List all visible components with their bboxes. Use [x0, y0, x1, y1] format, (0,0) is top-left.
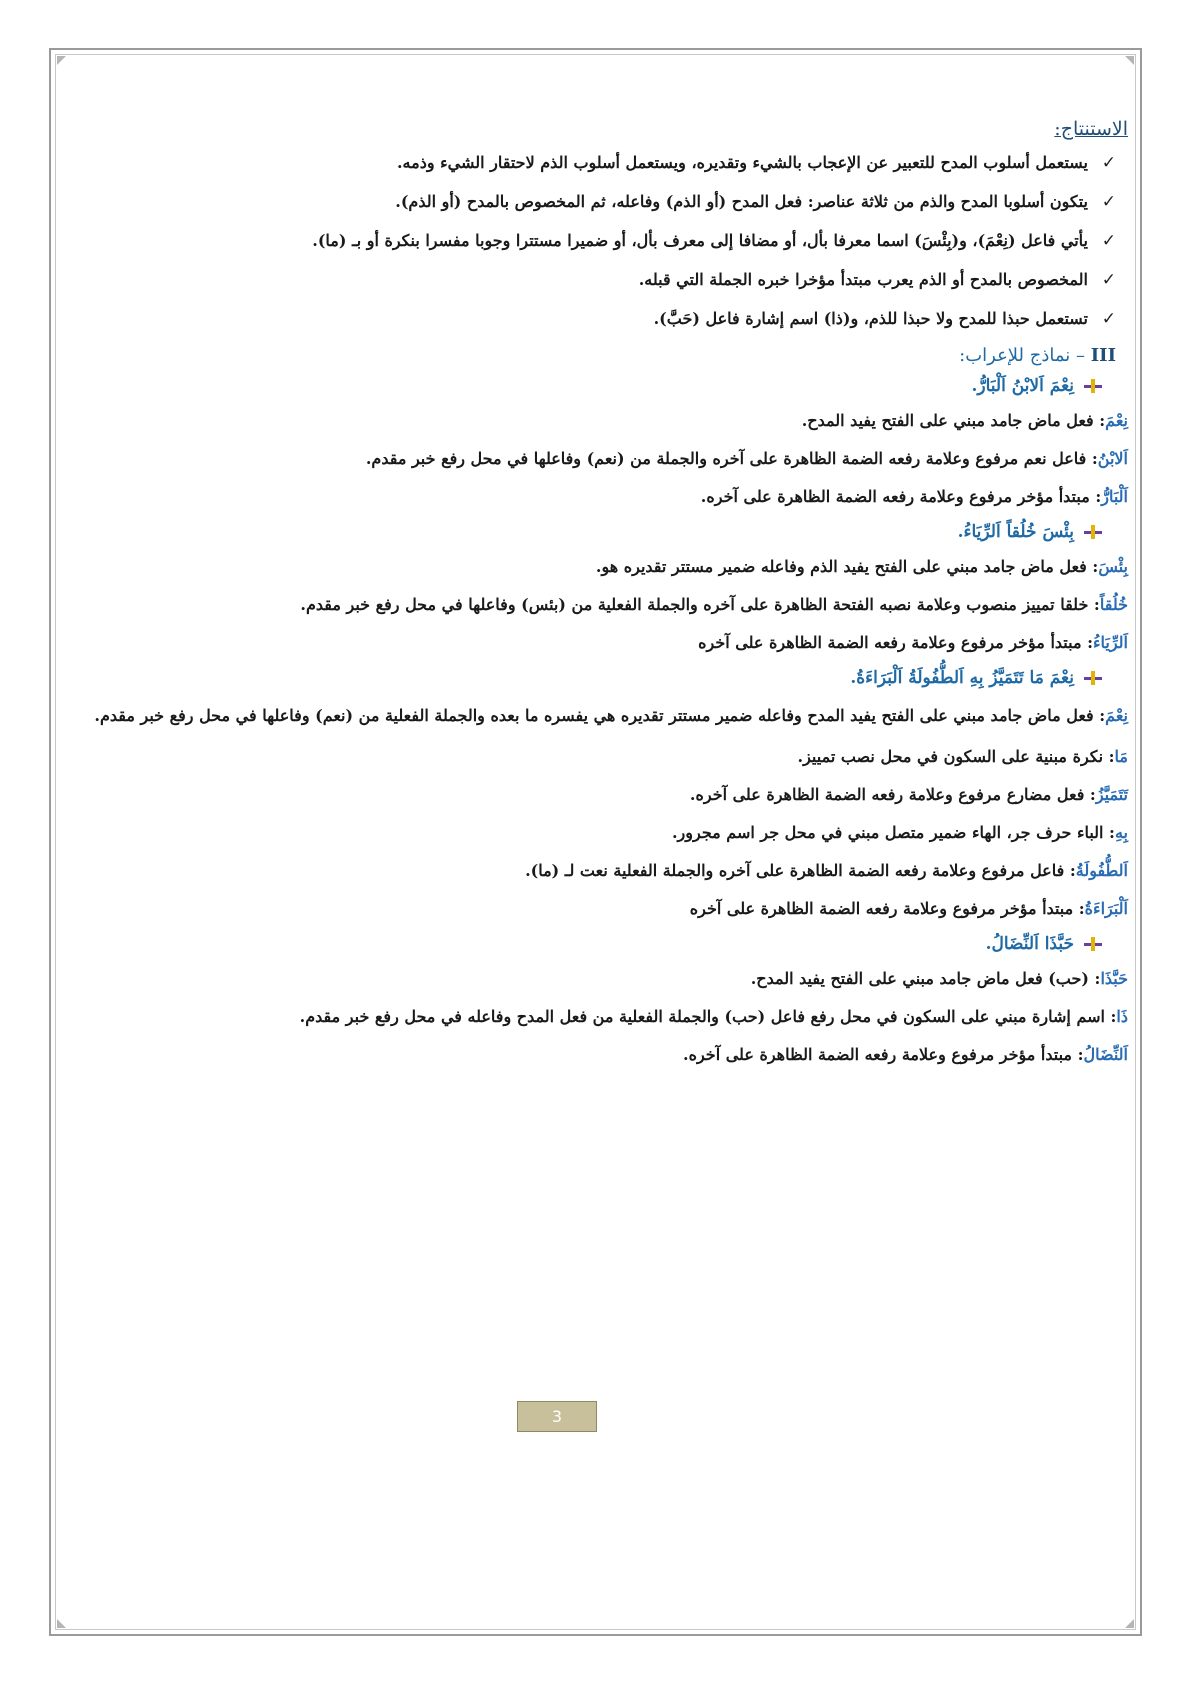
parsing-line: مَا: نكرة مبنية على السكون في محل نصب تمييز. [797, 747, 1128, 766]
parsing-line: اَلرِّيَاءُ: مبتدأ مؤخر مرفوع وعلامة رفعه الضمة الظاهرة على آخره [698, 633, 1128, 652]
pin-bullet-icon [1084, 937, 1102, 951]
list-item: ✓ يتكون أسلوبا المدح والذم من ثلاثة عناصر: فعل المدح (أو الذم) وفاعله، ثم المخصوص بالمدح (أو الذم). [86, 189, 1116, 215]
pin-bullet-icon [1084, 525, 1102, 539]
section-roman-numeral: III [1090, 345, 1116, 366]
corner-ornament [1125, 1619, 1134, 1628]
check-mark-icon: ✓ [1101, 270, 1116, 290]
corner-ornament [57, 1619, 66, 1628]
parsing-line: نِعْمَ: فعل ماض جامد مبني على الفتح يفيد المدح. [801, 411, 1128, 430]
example-sentence: نِعْمَ اَلابْنُ اَلْبَارُّ. [86, 376, 1102, 396]
pin-bullet-icon [1084, 671, 1102, 685]
parsing-line: اَلطُّفُولَةُ: فاعل مرفوع وعلامة رفعه الضمة الظاهرة على آخره والجملة الفعلية نعت لـ (ما). [525, 861, 1128, 880]
list-item: ✓ يستعمل أسلوب المدح للتعبير عن الإعجاب بالشيء وتقديره، ويستعمل أسلوب الذم لاحتقار الشيء وذمه. [86, 150, 1116, 176]
parsed-term: حَبَّذَا [1100, 969, 1128, 988]
corner-ornament [1125, 56, 1134, 65]
list-item: ✓ تستعمل حبذا للمدح ولا حبذا للذم، و(ذا) اسم إشارة فاعل (حَبَّ). [86, 306, 1116, 332]
parsing-line: ذَا: اسم إشارة مبني على السكون في محل رفع فاعل (حب) والجملة الفعلية من فعل المدح وفاعله في محل رفع خبر مقدم. [299, 1007, 1128, 1026]
corner-ornament [57, 56, 66, 65]
check-mark-icon: ✓ [1101, 192, 1116, 212]
parsed-term: مَا [1114, 747, 1128, 766]
parsing-line: اَلْبَارُّ: مبتدأ مؤخر مرفوع وعلامة رفعه الضمة الظاهرة على آخره. [700, 487, 1128, 506]
parsed-term: نِعْمَ [1105, 411, 1128, 430]
parsed-term: نِعْمَ [1105, 706, 1128, 725]
section-title-text: – نماذج للإعراب: [959, 345, 1091, 366]
parsed-term: بِئْسَ [1098, 557, 1128, 576]
parsed-term: اَلْبَارُّ [1101, 487, 1128, 506]
parsing-line: نِعْمَ: فعل ماض جامد مبني على الفتح يفيد المدح وفاعله ضمير مستتر تقديره هي يفسره ما بعده والجملة الفعلية من (نعم) وفاعلها في محل رفع خبر مقدم. [94, 706, 1128, 725]
example-sentence: حَبَّذَا اَلنِّضَالُ. [86, 934, 1102, 954]
parsing-line: تَتَمَيَّزُ: فعل مضارع مرفوع وعلامة رفعه الضمة الظاهرة على آخره. [689, 785, 1128, 804]
parsed-term: بِهِ [1114, 823, 1128, 842]
check-mark-icon: ✓ [1101, 153, 1116, 173]
parsing-line: اَلنِّضَالُ: مبتدأ مؤخر مرفوع وعلامة رفعه الضمة الظاهرة على آخره. [683, 1045, 1128, 1064]
parsed-term: اَلطُّفُولَةُ [1075, 861, 1128, 880]
parsed-term: اَلنِّضَالُ [1083, 1045, 1128, 1064]
parsing-line: خُلُقاً: خلقا تمييز منصوب وعلامة نصبه الفتحة الظاهرة على آخره والجملة الفعلية من (بئس) وفاعلها في محل رفع خبر مقدم. [300, 595, 1128, 614]
pin-bullet-icon [1084, 379, 1102, 393]
parsing-line: اَلْبَرَاءَةُ: مبتدأ مؤخر مرفوع وعلامة رفعه الضمة الظاهرة على آخره [689, 899, 1128, 918]
parsed-term: ذَا [1116, 1007, 1128, 1026]
example-sentence: نِعْمَ مَا تَتَمَيَّزُ بِهِ اَلطُّفُولَةُ اَلْبَرَاءَةُ. [86, 668, 1102, 688]
check-mark-icon: ✓ [1101, 309, 1116, 329]
parsed-term: تَتَمَيَّزُ [1095, 785, 1128, 804]
parsing-line: حَبَّذَا: (حب) فعل ماض جامد مبني على الفتح يفيد المدح. [750, 969, 1128, 988]
parsing-line: بِهِ: الباء حرف جر، الهاء ضمير متصل مبني في محل جر اسم مجرور. [671, 823, 1128, 842]
conclusion-heading: الاستنتاج: [1054, 118, 1128, 140]
conclusion-list [86, 150, 1128, 332]
example-sentence: بِئْسَ خُلُقاً اَلرِّيَاءُ. [86, 522, 1102, 542]
section-title [86, 345, 1116, 366]
parsed-term: خُلُقاً [1099, 595, 1128, 614]
parsed-term: اَلْبَرَاءَةُ [1084, 899, 1128, 918]
page-number: 3 [517, 1401, 597, 1432]
list-item: ✓ المخصوص بالمدح أو الذم يعرب مبتدأ مؤخرا خبره الجملة التي قبله. [86, 267, 1116, 293]
parsed-term: اَلرِّيَاءُ [1093, 633, 1128, 652]
parsing-line: اَلابْنُ: فاعل نعم مرفوع وعلامة رفعه الضمة الظاهرة على آخره والجملة من (نعم) وفاعلها في محل رفع خبر مقدم. [365, 449, 1128, 468]
parsed-term: اَلابْنُ [1097, 449, 1128, 468]
check-mark-icon: ✓ [1101, 231, 1116, 251]
page-content [86, 118, 1128, 1080]
list-item: ✓ يأتي فاعل (نِعْمَ)، و(بِئْسَ) اسما معرفا بأل، أو مضافا إلى معرف بأل، أو ضميرا مستترا وجوبا مفسرا بنكرة أو بـ (ما). [86, 228, 1116, 254]
parsing-line: بِئْسَ: فعل ماض جامد مبني على الفتح يفيد الذم وفاعله ضمير مستتر تقديره هو. [595, 557, 1128, 576]
